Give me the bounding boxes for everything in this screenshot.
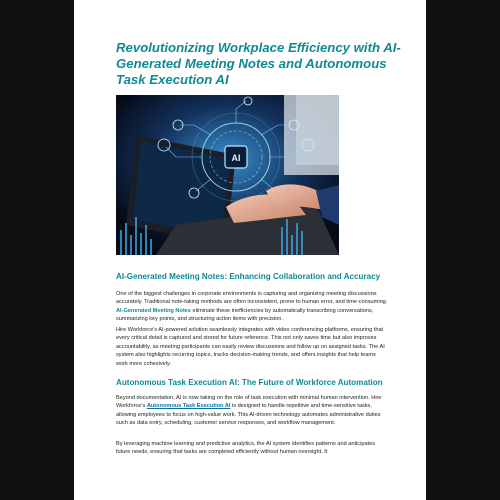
section-heading-meeting-notes: AI-Generated Meeting Notes: Enhancing Collaboration and Accuracy bbox=[116, 272, 381, 281]
article-title: Revolutionizing Workplace Efficiency with AI-Generated Meeting Notes and Autonomous Task Execution AI bbox=[116, 40, 401, 88]
paragraph-task-execution-intro bbox=[116, 394, 388, 428]
document-page bbox=[74, 0, 426, 500]
paragraph-task-execution-ml: By leveraging machine learning and predictive analytics, the AI system identifies patterns and anticipates future needs, ensuring that tasks are completed efficiently without human oversight. It bbox=[116, 441, 376, 456]
paragraph-text: is designed to handle repetitive and time-sensitive tasks, allowing employees to focus on high-value work. This AI-driven technology automates administrative duties such as data entry, scheduling, customer service responses, and workflow management. bbox=[116, 403, 381, 427]
hero-image bbox=[116, 95, 339, 255]
ai-meeting-notes-highlight: AI-Generated Meeting Notes bbox=[116, 307, 191, 314]
paragraph-text: eliminate these inefficiencies by automatically transcribing conversations, summarizing key points, and structuring action items with precision. bbox=[116, 307, 374, 323]
paragraph-meeting-notes-solution: Hire Workforce's AI-powered solution seamlessly integrates with video conferencing platforms, ensuring that every critical detail is captured and stored for future reference. This not only saves time but also improves accountability, as meeting participants can easily review discussions and follow up on assigned tasks. The AI system also highlights recurring topics, tracks decision-making trends, and offers insights that help teams work more cohesively. bbox=[116, 327, 385, 367]
section-heading-task-execution: Autonomous Task Execution AI: The Future of Workforce Automation bbox=[116, 378, 383, 387]
autonomous-task-execution-link[interactable]: Autonomous Task Execution AI bbox=[146, 403, 231, 410]
paragraph-text: Beyond documentation, AI is now taking on the role of task execution with minimal human intervention. Hire Workforce's bbox=[116, 395, 382, 410]
ai-circuit-illustration bbox=[116, 95, 339, 255]
paragraph-meeting-notes-intro bbox=[116, 290, 388, 324]
ai-chip-label: AI bbox=[231, 153, 241, 163]
paragraph-text: One of the biggest challenges in corporate environments is capturing and organizing meeting discussions accurately. Traditional note-taking methods are often inconsistent, prone to human error, and time-consuming. bbox=[116, 291, 388, 306]
